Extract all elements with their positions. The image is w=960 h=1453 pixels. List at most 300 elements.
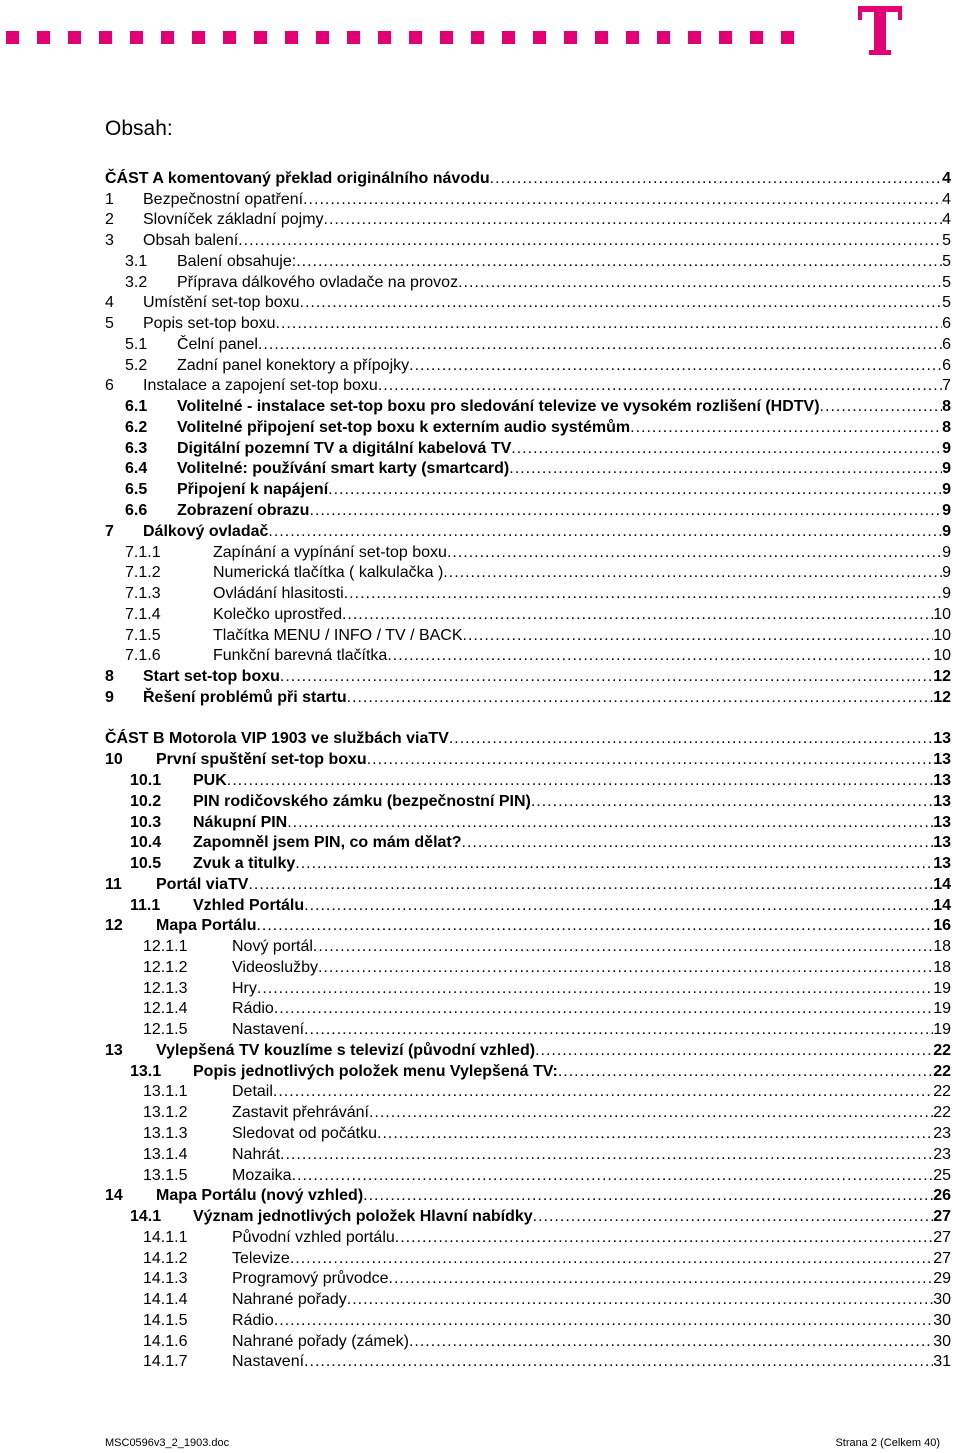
- toc-entry[interactable]: [105, 416, 951, 437]
- toc-entry-page: 12: [933, 688, 951, 706]
- toc-entry-page: 31: [933, 1353, 951, 1371]
- toc-leader-dots: [490, 170, 942, 188]
- brand-dot: [750, 31, 763, 44]
- toc-entry-number: 10.2: [130, 792, 162, 810]
- page-title: Obsah:: [105, 117, 173, 140]
- brand-header: [0, 0, 960, 60]
- toc-entry[interactable]: [105, 686, 951, 707]
- toc-entry-title: Nahrané pořady (zámek): [232, 1332, 409, 1350]
- toc-entry-page: 5: [942, 232, 951, 250]
- toc-leader-dots: [257, 980, 933, 998]
- toc-entry-title: Příprava dálkového ovladače na provoz: [177, 273, 459, 291]
- toc-leader-dots: [303, 191, 942, 209]
- toc-entry-number: 11.1: [130, 896, 161, 914]
- toc-entry-title: Zapomněl jsem PIN, co mám dělat?: [193, 834, 462, 852]
- toc-entry-title: Volitelné - instalace set-top boxu pro sledování televize ve vysokém rozlišení (HDTV): [177, 398, 820, 416]
- toc-entry-page: 13: [933, 834, 951, 852]
- toc-entry-title: Obsah balení: [143, 232, 239, 250]
- toc-entry-page: 27: [933, 1228, 951, 1246]
- toc-leader-dots: [258, 336, 942, 354]
- toc-entry-page: 9: [942, 460, 951, 478]
- toc-entry-number: 13: [105, 1041, 123, 1059]
- toc-entry[interactable]: [105, 977, 951, 998]
- toc-leader-dots: [328, 481, 942, 499]
- toc-entry-title: PUK: [193, 771, 227, 789]
- toc-entry-page: 22: [933, 1041, 951, 1059]
- toc-entry-page: 9: [942, 439, 951, 457]
- toc-leader-dots: [309, 502, 942, 520]
- toc-entry-page: 23: [933, 1145, 951, 1163]
- toc-entry[interactable]: [105, 998, 951, 1019]
- toc-entry-title: Vylepšená TV kouzlíme s televizí (původní vzhled): [156, 1041, 536, 1059]
- toc-entry[interactable]: [105, 1101, 951, 1122]
- toc-leader-dots: [287, 814, 933, 832]
- toc-leader-dots: [409, 1333, 933, 1351]
- toc-entry-title: Volitelné připojení set-top boxu k externím audio systémům: [177, 418, 631, 436]
- toc-entry-number: 7.1.3: [125, 585, 161, 603]
- toc-entry[interactable]: [105, 956, 951, 977]
- toc-entry[interactable]: [105, 271, 951, 292]
- brand-dot: [192, 31, 205, 44]
- toc-leader-dots: [300, 294, 943, 312]
- toc-leader-dots: [273, 1083, 933, 1101]
- toc-entry-title: Dálkový ovladač: [143, 522, 269, 540]
- toc-entry-page: 9: [942, 543, 951, 561]
- toc-entry-number: 14.1.1: [143, 1228, 188, 1246]
- toc-entry-page: 22: [933, 1062, 951, 1080]
- toc-entry-title: Zadní panel konektory a přípojky: [177, 356, 410, 374]
- toc-entry-page: 8: [942, 418, 951, 436]
- toc-entry[interactable]: [105, 728, 951, 749]
- toc-entry[interactable]: [105, 1351, 951, 1372]
- toc-entry-number: 12.1.1: [143, 938, 188, 956]
- toc-leader-dots: [463, 627, 934, 645]
- toc-leader-dots: [531, 793, 933, 811]
- toc-entry-title: Popis jednotlivých položek menu Vylepšená TV:: [193, 1062, 558, 1080]
- toc-entry-number: 13.1.3: [143, 1124, 188, 1142]
- toc-leader-dots: [347, 689, 934, 707]
- toc-leader-dots: [511, 440, 942, 458]
- toc-entry-title: Balení obsahuje:: [177, 252, 297, 270]
- toc-entry-title: Nahrát: [232, 1145, 281, 1163]
- brand-dot: [688, 31, 701, 44]
- toc-leader-dots: [318, 959, 933, 977]
- toc-entry-page: 22: [933, 1104, 951, 1122]
- toc-entry-title: Videoslužby: [232, 958, 318, 976]
- toc-entry-number: 12.1.5: [143, 1021, 188, 1039]
- toc-entry-title: První spuštění set-top boxu: [156, 751, 367, 769]
- toc-entry-number: 12.1.4: [143, 1000, 188, 1018]
- toc-entry[interactable]: [105, 852, 951, 873]
- toc-entry-page: 9: [942, 481, 951, 499]
- toc-entry-title: Kolečko uprostřed: [213, 605, 342, 623]
- toc-leader-dots: [274, 1312, 933, 1330]
- toc-leader-dots: [443, 564, 942, 582]
- toc-leader-dots: [387, 647, 933, 665]
- footer-page-label: Strana 2 (Celkem 40): [835, 1437, 940, 1449]
- toc-leader-dots: [292, 1167, 934, 1185]
- toc-leader-dots: [535, 1042, 933, 1060]
- toc-entry-page: 4: [942, 190, 951, 208]
- toc-entry-title: Význam jednotlivých položek Hlavní nabídky: [193, 1208, 533, 1226]
- toc-leader-dots: [274, 1000, 933, 1018]
- toc-entry-title: Televize: [232, 1249, 290, 1267]
- brand-dot: [316, 31, 329, 44]
- brand-dot: [409, 31, 422, 44]
- toc-leader-dots: [227, 772, 933, 790]
- brand-dot: [37, 31, 50, 44]
- toc-entry-page: 9: [942, 502, 951, 520]
- toc-entry-title: Popis set-top boxu: [143, 315, 276, 333]
- toc-entry-title: Ovládání hlasitosti: [213, 585, 344, 603]
- toc-entry-page: 30: [933, 1332, 951, 1350]
- toc-entry-number: 5.2: [125, 356, 148, 374]
- toc-entry-number: 3.2: [125, 273, 148, 291]
- toc-entry-page: 19: [933, 979, 951, 997]
- brand-dot: [378, 31, 391, 44]
- toc-entry-number: 12.1.3: [143, 979, 188, 997]
- brand-dot: [533, 31, 546, 44]
- toc-entry-title: Mapa Portálu (nový vzhled): [156, 1187, 364, 1205]
- toc-entry-number: 14.1.6: [143, 1332, 188, 1350]
- toc-entry-title: ČÁST A komentovaný překlad originálního návodu: [105, 169, 490, 187]
- toc-leader-dots: [449, 730, 933, 748]
- toc-leader-dots: [238, 232, 942, 250]
- brand-dot: [657, 31, 670, 44]
- toc-leader-dots: [280, 1146, 933, 1164]
- toc-entry-title: Vzhled Portálu: [193, 896, 305, 914]
- toc-entry-number: 5.1: [125, 335, 148, 353]
- toc-entry[interactable]: [105, 582, 951, 603]
- toc-entry-page: 9: [942, 585, 951, 603]
- toc-entry[interactable]: [105, 935, 951, 956]
- toc-entry-number: 14.1.3: [143, 1270, 188, 1288]
- toc-leader-dots: [558, 1063, 933, 1081]
- toc-leader-dots: [304, 1021, 933, 1039]
- toc-entry-title: Zobrazení obrazu: [177, 502, 310, 520]
- toc-entry[interactable]: [105, 458, 951, 479]
- toc-entry-number: 14.1.5: [143, 1311, 188, 1329]
- toc-entry-page: 23: [933, 1124, 951, 1142]
- toc-entry-page: 26: [933, 1187, 951, 1205]
- toc-entry-number: 14.1.7: [143, 1353, 188, 1371]
- toc-entry-page: 4: [942, 211, 951, 229]
- toc-leader-dots: [363, 1187, 933, 1205]
- toc-entry-title: Mapa Portálu: [156, 917, 257, 935]
- toc-leader-dots: [378, 377, 942, 395]
- toc-entry[interactable]: [105, 250, 951, 271]
- toc-entry[interactable]: [105, 894, 951, 915]
- toc-leader-dots: [304, 897, 933, 915]
- toc-entry[interactable]: [105, 1247, 951, 1268]
- toc-entry-number: 7.1.5: [125, 626, 161, 644]
- toc-entry[interactable]: [105, 915, 951, 936]
- toc-entry-number: 6.3: [125, 439, 148, 457]
- toc-entry-number: 14.1.2: [143, 1249, 188, 1267]
- toc-entry[interactable]: [105, 520, 951, 541]
- brand-dot: [285, 31, 298, 44]
- toc-leader-dots: [324, 211, 943, 229]
- toc-leader-dots: [369, 1104, 933, 1122]
- toc-entry-page: 8: [942, 398, 951, 416]
- toc-entry[interactable]: [105, 748, 951, 769]
- toc-entry[interactable]: [105, 832, 951, 853]
- toc-entry-page: 13: [933, 771, 951, 789]
- toc-entry-title: Čelní panel: [177, 335, 258, 353]
- toc-entry-number: 14.1: [130, 1208, 162, 1226]
- toc-entry-number: 14: [105, 1187, 123, 1205]
- toc-entry-number: 10.3: [130, 813, 162, 831]
- toc-entry[interactable]: [105, 1039, 951, 1060]
- toc-entry-number: 6.4: [125, 460, 148, 478]
- toc-entry-number: 6.1: [125, 398, 148, 416]
- toc-entry-number: 8: [105, 668, 114, 686]
- toc-entry-title: Rádio: [232, 1311, 274, 1329]
- toc-entry[interactable]: [105, 769, 951, 790]
- toc-leader-dots: [820, 398, 943, 416]
- toc-entry[interactable]: [105, 1330, 951, 1351]
- toc-entry-title: Zvuk a titulky: [193, 855, 296, 873]
- toc-entry-number: 7.1.2: [125, 564, 161, 582]
- brand-dot: [502, 31, 515, 44]
- toc-entry-title: Slovníček základní pojmy: [143, 211, 324, 229]
- toc-entry-page: 14: [933, 875, 951, 893]
- toc-entry-title: Mozaika: [232, 1166, 292, 1184]
- toc-entry[interactable]: [105, 790, 951, 811]
- toc-entry-number: 6.5: [125, 481, 148, 499]
- toc-entry[interactable]: [105, 1018, 951, 1039]
- toc-entry-number: 2: [105, 211, 114, 229]
- toc-entry[interactable]: [105, 1288, 951, 1309]
- brand-dot: [68, 31, 81, 44]
- toc-entry-page: 14: [933, 896, 951, 914]
- toc-entry-number: 3: [105, 232, 114, 250]
- toc-entry-title: Původní vzhled portálu: [232, 1228, 395, 1246]
- toc-entry[interactable]: [105, 292, 951, 313]
- brand-dot: [347, 31, 360, 44]
- toc-leader-dots: [304, 1353, 933, 1371]
- toc-entry[interactable]: [105, 1185, 951, 1206]
- toc-entry-title: Portál viaTV: [156, 875, 249, 893]
- toc-leader-dots: [377, 1125, 933, 1143]
- footer-doc-id: MSC0596v3_2_1903.doc: [105, 1437, 230, 1449]
- brand-dot-row: [6, 31, 812, 44]
- toc-entry[interactable]: [105, 478, 951, 499]
- toc-entry-number: 6.2: [125, 418, 148, 436]
- brand-dot: [161, 31, 174, 44]
- toc-entry[interactable]: [105, 1164, 951, 1185]
- toc-leader-dots: [280, 668, 933, 686]
- toc-entry-title: Sledovat od počátku: [232, 1124, 377, 1142]
- toc-entry[interactable]: [105, 562, 951, 583]
- toc-entry-number: 12: [105, 917, 123, 935]
- toc-entry-number: 6: [105, 377, 114, 395]
- toc-entry-title: Tlačítka MENU / INFO / TV / BACK: [213, 626, 463, 644]
- brand-dot: [99, 31, 112, 44]
- toc-entry-page: 19: [933, 1000, 951, 1018]
- toc-entry-number: 14.1.4: [143, 1291, 188, 1309]
- toc-entry-page: 5: [942, 294, 951, 312]
- toc-leader-dots: [630, 419, 942, 437]
- toc-entry-number: 12.1.2: [143, 958, 188, 976]
- toc-entry[interactable]: [105, 645, 951, 666]
- toc-entry-title: Připojení k napájení: [177, 481, 329, 499]
- toc-leader-dots: [256, 917, 933, 935]
- toc-entry-title: Start set-top boxu: [143, 668, 280, 686]
- toc-entry-title: Zastavit přehrávání: [232, 1104, 369, 1122]
- toc-entry[interactable]: [105, 375, 951, 396]
- toc-entry-page: 5: [942, 252, 951, 270]
- toc-entry-number: 13.1.2: [143, 1104, 188, 1122]
- brand-dot: [595, 31, 608, 44]
- toc-entry[interactable]: [105, 1309, 951, 1330]
- toc-entry-title: Zapínání a vypínání set-top boxu: [213, 543, 447, 561]
- toc-leader-dots: [295, 855, 933, 873]
- table-of-contents: [105, 167, 951, 1371]
- toc-entry-page: 13: [933, 751, 951, 769]
- toc-entry-page: 6: [942, 356, 951, 374]
- toc-entry-page: 22: [933, 1083, 951, 1101]
- toc-entry-number: 10: [105, 751, 123, 769]
- toc-entry[interactable]: [105, 1143, 951, 1164]
- telekom-t-logo-icon: [858, 6, 902, 56]
- toc-entry-page: 30: [933, 1311, 951, 1329]
- toc-entry-title: Umístění set-top boxu: [143, 294, 300, 312]
- toc-entry-title: Rádio: [232, 1000, 274, 1018]
- toc-leader-dots: [533, 1208, 934, 1226]
- toc-entry-page: 10: [933, 605, 951, 623]
- brand-dot: [626, 31, 639, 44]
- toc-entry[interactable]: [105, 437, 951, 458]
- toc-entry-page: 25: [933, 1166, 951, 1184]
- toc-entry[interactable]: [105, 209, 951, 230]
- toc-entry[interactable]: [105, 624, 951, 645]
- toc-entry[interactable]: [105, 1081, 951, 1102]
- toc-entry-number: 7.1.4: [125, 605, 161, 623]
- toc-entry[interactable]: [105, 665, 951, 686]
- toc-entry[interactable]: [105, 603, 951, 624]
- toc-entry-title: Nový portál: [232, 938, 313, 956]
- toc-entry-title: Detail: [232, 1083, 273, 1101]
- brand-dot: [130, 31, 143, 44]
- toc-entry-page: 19: [933, 1021, 951, 1039]
- brand-dot: [254, 31, 267, 44]
- brand-dot: [471, 31, 484, 44]
- toc-leader-dots: [268, 523, 942, 541]
- toc-entry-page: 4: [942, 169, 951, 187]
- toc-entry-page: 9: [942, 522, 951, 540]
- toc-leader-dots: [367, 751, 934, 769]
- toc-entry-number: 3.1: [125, 252, 148, 270]
- toc-entry-page: 13: [933, 813, 951, 831]
- toc-entry[interactable]: [105, 395, 951, 416]
- toc-leader-dots: [395, 1229, 933, 1247]
- toc-entry[interactable]: [105, 333, 951, 354]
- toc-leader-dots: [296, 253, 942, 271]
- toc-entry-number: 6.6: [125, 502, 148, 520]
- brand-dot: [781, 31, 794, 44]
- toc-entry[interactable]: [105, 1205, 951, 1226]
- toc-leader-dots: [344, 585, 942, 603]
- toc-leader-dots: [342, 606, 933, 624]
- toc-leader-dots: [313, 938, 933, 956]
- toc-entry-page: 27: [933, 1208, 951, 1226]
- toc-leader-dots: [389, 1270, 934, 1288]
- toc-leader-dots: [248, 876, 933, 894]
- toc-entry[interactable]: [105, 1226, 951, 1247]
- toc-entry-page: 29: [933, 1270, 951, 1288]
- toc-entry-title: Hry: [232, 979, 257, 997]
- toc-entry[interactable]: [105, 499, 951, 520]
- toc-entry-title: ČÁST B Motorola VIP 1903 ve službách viaTV: [105, 730, 449, 748]
- brand-dot: [719, 31, 732, 44]
- toc-entry-title: PIN rodičovského zámku (bezpečnostní PIN): [193, 792, 531, 810]
- toc-entry-number: 11: [105, 875, 122, 893]
- toc-entry-title: Bezpečnostní opatření: [143, 190, 304, 208]
- toc-entry[interactable]: [105, 1060, 951, 1081]
- toc-entry-title: Nahrané pořady: [232, 1291, 347, 1309]
- toc-entry-page: 18: [933, 938, 951, 956]
- toc-entry-number: 10.5: [130, 855, 162, 873]
- toc-entry-page: 7: [942, 377, 951, 395]
- toc-entry[interactable]: [105, 1268, 951, 1289]
- toc-entry-page: 6: [942, 335, 951, 353]
- toc-entry-number: 13.1.5: [143, 1166, 188, 1184]
- toc-entry-title: Nákupní PIN: [193, 813, 288, 831]
- toc-entry-number: 5: [105, 315, 114, 333]
- toc-entry[interactable]: [105, 873, 951, 894]
- toc-entry-page: 12: [933, 668, 951, 686]
- toc-entry[interactable]: [105, 541, 951, 562]
- toc-entry-number: 13.1.4: [143, 1145, 188, 1163]
- toc-entry-page: 30: [933, 1291, 951, 1309]
- toc-entry[interactable]: [105, 188, 951, 209]
- toc-entry-page: 6: [942, 315, 951, 333]
- toc-entry[interactable]: [105, 354, 951, 375]
- toc-leader-dots: [509, 460, 942, 478]
- toc-entry-page: 9: [942, 564, 951, 582]
- toc-entry-number: 10.4: [130, 834, 162, 852]
- toc-entry-title: Digitální pozemní TV a digitální kabelová TV: [177, 439, 512, 457]
- toc-entry[interactable]: [105, 229, 951, 250]
- toc-leader-dots: [276, 315, 943, 333]
- toc-entry-page: 10: [933, 626, 951, 644]
- toc-entry-title: Instalace a zapojení set-top boxu: [143, 377, 378, 395]
- toc-entry-title: Funkční barevná tlačítka: [213, 647, 388, 665]
- toc-entry-number: 10.1: [130, 771, 162, 789]
- brand-dot: [564, 31, 577, 44]
- toc-entry-page: 13: [933, 855, 951, 873]
- toc-leader-dots: [290, 1250, 933, 1268]
- toc-entry-number: 7.1.1: [125, 543, 161, 561]
- toc-entry-title: Nastavení: [232, 1353, 305, 1371]
- toc-entry[interactable]: [105, 167, 951, 188]
- toc-entry[interactable]: [105, 811, 951, 832]
- toc-leader-dots: [447, 544, 942, 562]
- toc-entry-title: Volitelné: používání smart karty (smartcard): [177, 460, 510, 478]
- toc-entry-page: 27: [933, 1249, 951, 1267]
- toc-entry-title: Nastavení: [232, 1021, 305, 1039]
- toc-entry[interactable]: [105, 312, 951, 333]
- toc-entry-page: 13: [933, 730, 951, 748]
- toc-leader-dots: [462, 834, 934, 852]
- toc-entry-page: 10: [933, 647, 951, 665]
- toc-entry[interactable]: [105, 1122, 951, 1143]
- toc-entry-number: 7: [105, 522, 114, 540]
- toc-entry-title: Řešení problémů při startu: [143, 688, 347, 706]
- toc-entry-number: 13.1: [130, 1062, 162, 1080]
- toc-entry-title: Numerická tlačítka ( kalkulačka ): [213, 564, 444, 582]
